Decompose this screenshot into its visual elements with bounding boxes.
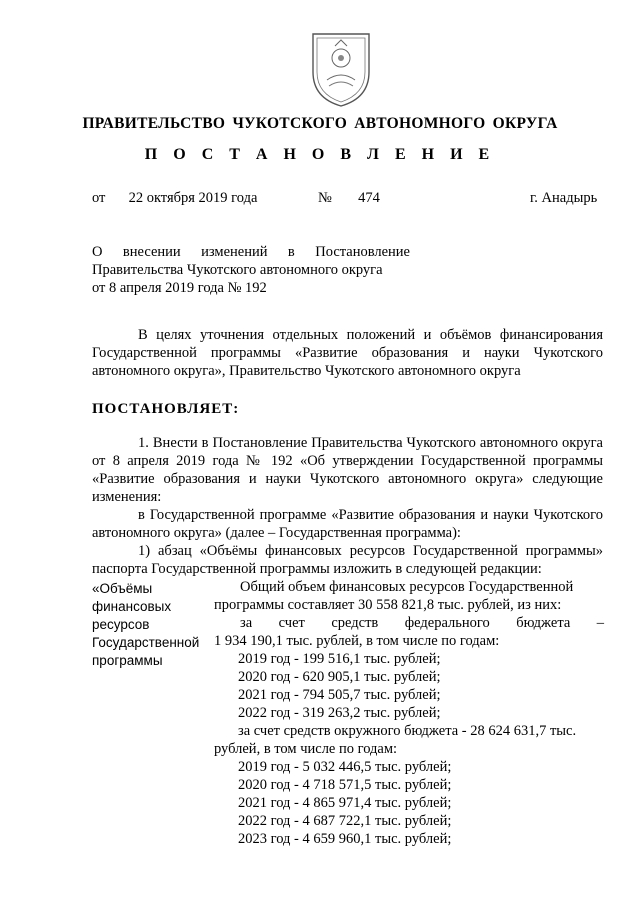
number-label: № [318,190,332,206]
subject-line: О внесении изменений в Постановление [92,244,410,260]
federal-year-line: 2021 год - 794 505,7 тыс. рублей; [238,687,441,703]
regional-year-line: 2022 год - 4 687 722,1 тыс. рублей; [238,813,452,829]
total-line: Общий объем финансовых ресурсов Государственной [240,579,574,595]
body-paragraph-3 [92,542,603,578]
total-line: программы составляет 30 558 821,8 тыс. рублей, из них: [214,597,562,613]
paragraph-text: 1. Внести в Постановление Правительства Чукотского автономного округа от 8 апреля 2019 года № 192 «Об утверждении Государственной программы «Развитие образования и науки Чукотского автономного округа» следующие изменения: [92,435,603,505]
federal-year-line: 2019 год - 199 516,1 тыс. рублей; [238,651,441,667]
government-title: ПРАВИТЕЛЬСТВО ЧУКОТСКОГО АВТОНОМНОГО ОКРУГА [82,115,558,132]
subject-line: Правительства Чукотского автономного округа [92,262,383,278]
date-label: от [92,190,106,206]
body-paragraph-2 [92,506,603,542]
paragraph-text: 1) абзац «Объёмы финансовых ресурсов Государственной программы» паспорта Государственной программы изложить в следующей редакции: [92,543,603,577]
document-number: 474 [358,190,380,206]
regional-year-line: 2023 год - 4 659 960,1 тыс. рублей; [238,831,452,847]
document-date: 22 октября 2019 года [128,190,258,206]
document-subject [92,243,410,297]
subject-line: от 8 апреля 2019 года № 192 [92,280,267,296]
regional-line: рублей, в том числе по годам: [214,741,398,757]
federal-line: за счет средств федерального бюджета – [240,615,604,631]
federal-year-line: 2020 год - 620 905,1 тыс. рублей; [238,669,441,685]
decree-heading: ПОСТАНОВЛЯЕТ: [92,401,240,417]
preamble-text: В целях уточнения отдельных положений и объёмов финансирования Государственной программы «Развитие образования и науки Чукотского автономного округа», Правительство Чукотского автономного округа [92,327,603,379]
federal-line: 1 934 190,1 тыс. рублей, в том числе по годам: [214,633,500,649]
table-label-cell: «Объёмы финансовых ресурсов Государственной программы [92,581,200,668]
regional-year-line: 2021 год - 4 865 971,4 тыс. рублей; [238,795,452,811]
coat-of-arms-icon [305,28,377,110]
document-type-title: П О С Т А Н О В Л Е Н И Е [144,146,496,163]
regional-year-line: 2020 год - 4 718 571,5 тыс. рублей; [238,777,452,793]
table-content-cell [214,578,604,848]
preamble-paragraph [92,326,603,380]
federal-year-line: 2022 год - 319 263,2 тыс. рублей; [238,705,441,721]
regional-year-line: 2019 год - 5 032 446,5 тыс. рублей; [238,759,452,775]
paragraph-text: в Государственной программе «Развитие образования и науки Чукотского автономного округа» (далее – Государственная программа): [92,507,603,541]
body-paragraph-1 [92,434,603,506]
regional-line: за счет средств окружного бюджета - 28 624 631,7 тыс. [238,723,577,739]
document-city: г. Анадырь [530,190,598,206]
